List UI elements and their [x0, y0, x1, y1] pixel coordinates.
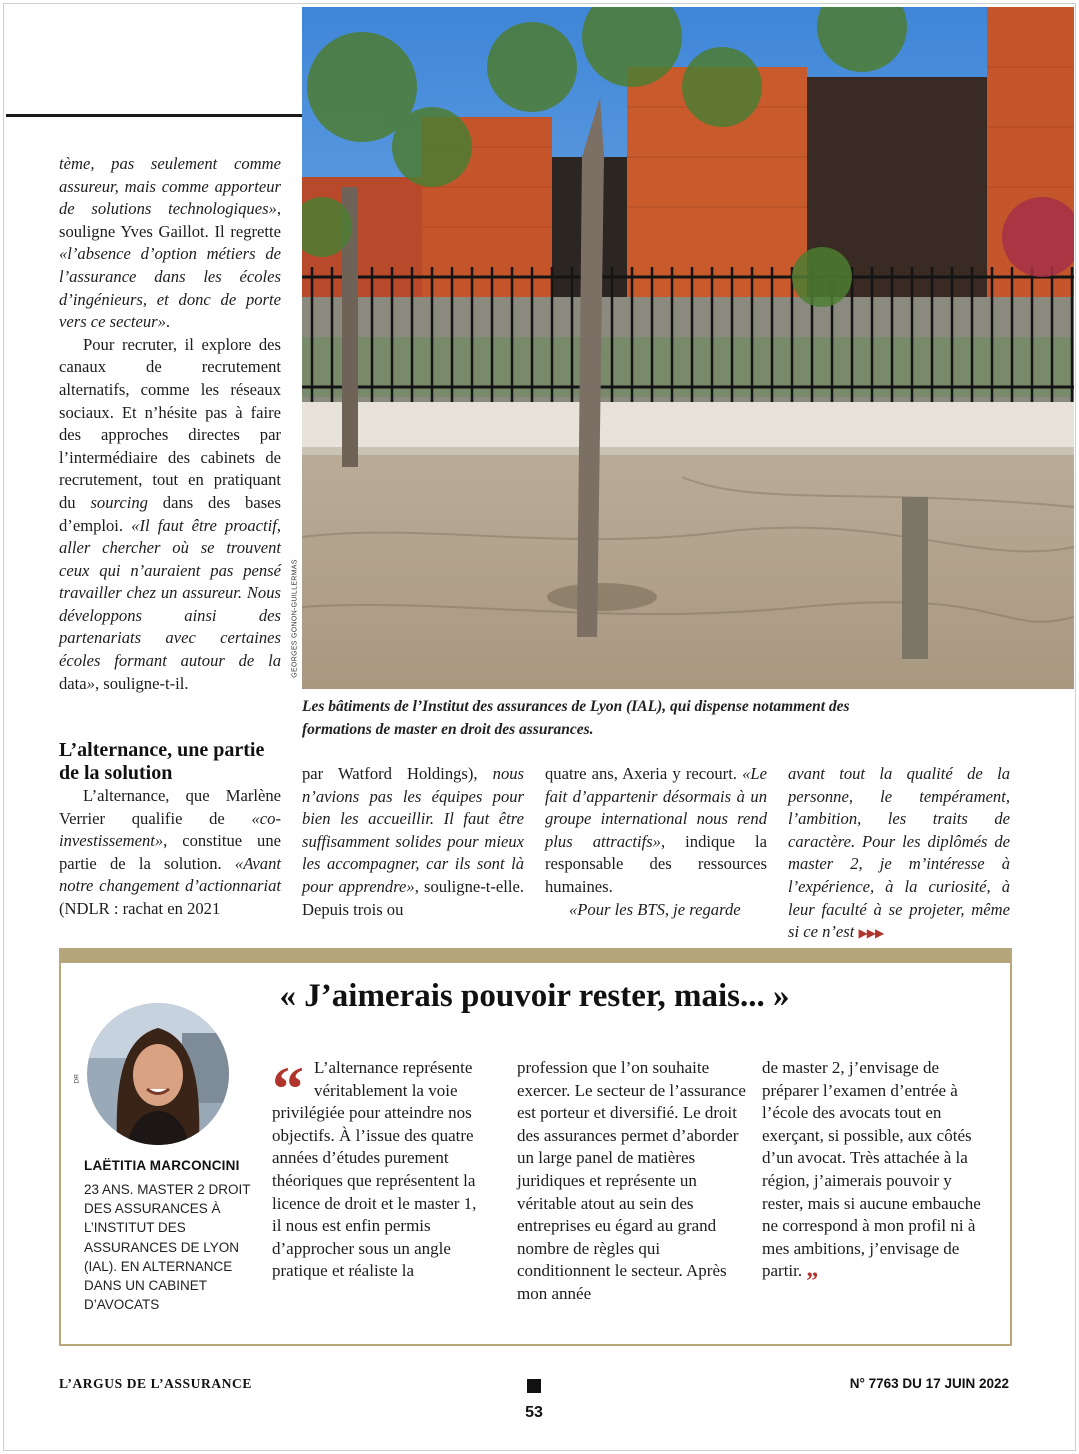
issue-info: N° 7763 DU 17 JUIN 2022 [849, 1376, 1009, 1391]
avatar [87, 1003, 229, 1145]
paragraph: «Pour les BTS, je regarde [569, 899, 741, 919]
article-column-1-continued [59, 785, 281, 921]
open-quote-icon: “ [272, 1053, 304, 1124]
section-heading: L’alternance, une partie de la solution [59, 739, 265, 784]
text-run: nous n’avions pas les équipes pour bien les accueillir. Il faut être suffisamment solides pour mieux les accompagner, car ils sont là pour apprendre» [302, 764, 524, 896]
page-marker-icon [527, 1379, 541, 1393]
text-run: , constitue une partie de la solution. [59, 831, 281, 873]
text-run: dans des bases d’emploi. [59, 492, 281, 535]
text-run: «Il faut être proactif, aller chercher où se trouvent ceux qui n’auraient pas pensé travailler chez un assureur. Nous développons ainsi des partenariats avec certaines écoles formant autour de la [59, 515, 281, 671]
text-run: par Watford Holdings), [302, 764, 493, 783]
close-quote-icon: „ [806, 1256, 819, 1283]
avatar-credit: DR [73, 1074, 81, 1084]
article-column-4 [788, 763, 1010, 945]
portrait-illustration [87, 1003, 229, 1145]
text-run: «Avant notre changement d’actionnariat [59, 853, 281, 896]
text-run: , souligne-t-il. [94, 673, 189, 693]
article-column-3 [545, 763, 767, 921]
continue-arrows-icon: ▶▶▶ [858, 926, 884, 941]
box-title: « J’aimerais pouvoir rester, mais... » [279, 978, 790, 1014]
paragraph: de master 2, j’envisage de préparer l’examen d’entrée à l’école des avocats tout en exerçant, si possible, aux côtés d’un avocat. Très attachée à la région, j’aimerais pouvoir y rester, mais si aucune embauche ne correspond à mon profil ni à mes ambitions, j’envisage de partir. „ [762, 1058, 981, 1283]
text-run: » [86, 673, 95, 693]
paragraph [59, 153, 281, 334]
paragraph: profession que l’on souhaite exercer. Le secteur de l’assurance est porteur et diversifié. Le droit des assurances permet d’aborder un large panel de matières juridiques et représente un véritable atout au sein des entreprises eu égard au grand nombre de règles qui conditionnent le secteur. Après mon année [517, 1058, 746, 1303]
photo-illustration [302, 7, 1074, 689]
page-number: 53 [525, 1404, 543, 1421]
text-run: «co-investissement» [59, 808, 281, 851]
quote-column-3 [762, 1057, 992, 1283]
photo-credit: GEORGES GONON-GUILLERMAS [291, 559, 299, 678]
paragraph: “ L’alternance représente véritablement la voie privilégiée pour atteindre nos objectifs. À l’issue des quatre années d’études purement théoriques que représentent la licence de droit et le master 1, il nous est enfin permis d’approcher sous un angle pratique et réaliste la [272, 1053, 477, 1281]
text-run: , indique la responsable des ressources humaines. [545, 831, 767, 896]
text-run: «l’absence d’option métiers de l’assurance dans les écoles d’ingénieurs, et donc de porte vers ce secteur» [59, 244, 281, 332]
text-run: Pour recruter, il explore des canaux de recrutement alternatifs, comme les réseaux sociaux. Et n’hésite pas à faire des approches directes par l’intermédiaire des cabinets de recrutement, tout en pratiquant du [59, 334, 281, 512]
article-column-1 [59, 153, 281, 695]
quote-column-1 [272, 1053, 487, 1283]
person-description: 23 ANS. MASTER 2 DROIT DES ASSURANCES À L’INSTITUT DES ASSURANCES DE LYON (IAL). EN ALTERNANCE DANS UN CABINET D’AVOCATS [84, 1182, 251, 1313]
text-run: «Le fait d’appartenir désormais à un groupe international nous rend plus attractifs» [545, 764, 767, 851]
text-run: tème, pas seulement comme assureur, mais comme apporteur de solutions technologiques» [59, 154, 281, 219]
paragraph [302, 763, 524, 921]
top-rule [6, 114, 302, 117]
text-run: L’alternance, que Marlène Verrier qualifie de [59, 786, 281, 828]
text-run: (NDLR : rachat en 2021 [59, 898, 221, 918]
text-run: , souligne Yves Gaillot. Il regrette [59, 199, 281, 241]
person-name: LAËTITIA MARCONCINI [84, 1158, 240, 1173]
quote-column-2 [517, 1057, 747, 1306]
article-column-2 [302, 763, 524, 921]
publication-name: L’ARGUS DE L’ASSURANCE [59, 1376, 252, 1391]
photo-caption: Les bâtiments de l’Institut des assurances de Lyon (IAL), qui dispense notamment des formations de master en droit des assurances. [302, 698, 850, 738]
paragraph [59, 334, 281, 696]
paragraph: avant tout la qualité de la personne, le tempérament, l’ambition, les traits de caractère. Pour les diplômés de master 2, je m’intéresse à l’expérience, à la curiosité, à leur faculté à se projeter, même si ce n’est ▶▶▶ [788, 764, 1010, 942]
paragraph [545, 763, 767, 899]
text-run: data [59, 673, 87, 693]
text-run: sourcing [90, 492, 148, 512]
paragraph [59, 785, 281, 921]
text-run: quatre ans, Axeria y recourt. [545, 764, 743, 783]
article-photo [302, 7, 1074, 689]
text-run: , souligne-t-elle. Depuis trois ou [302, 876, 524, 919]
text-run: . [165, 312, 171, 332]
